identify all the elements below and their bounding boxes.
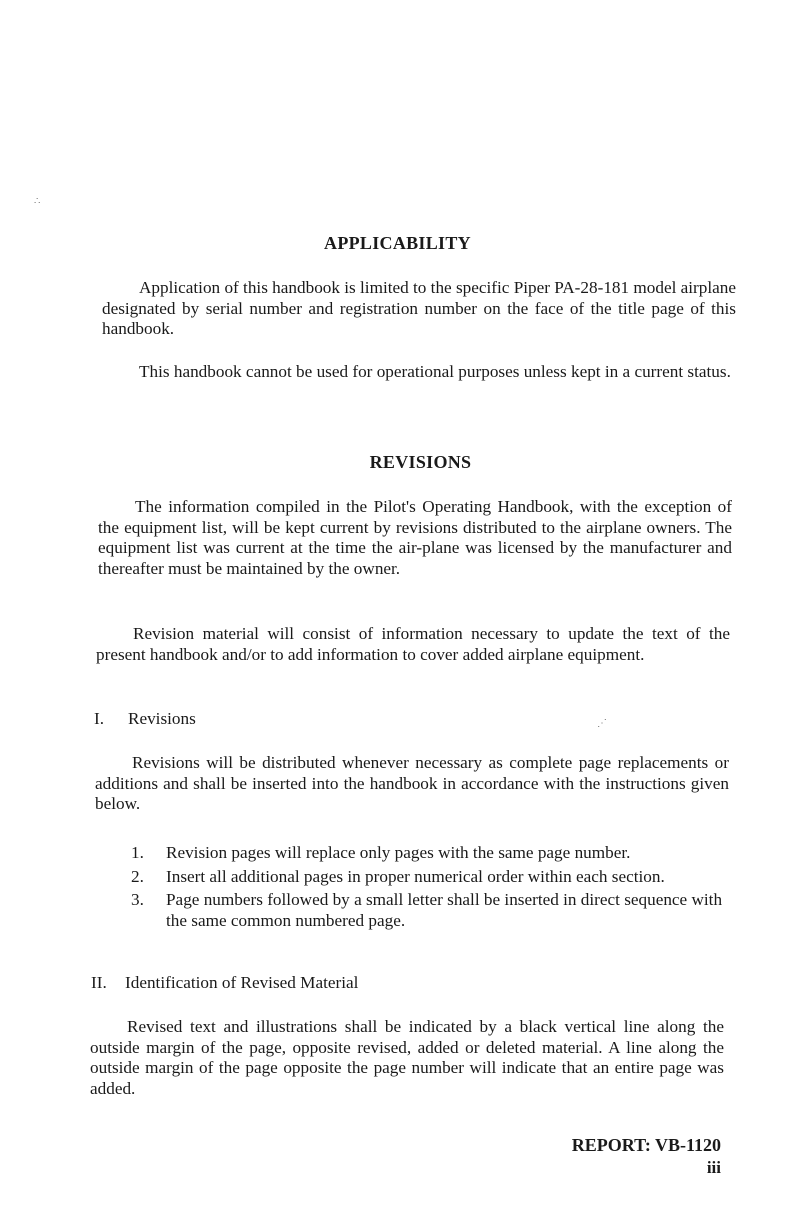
- section-2-title: Identification of Revised Material: [125, 973, 359, 992]
- list-item: [131, 843, 726, 864]
- list-item-number: 2.: [131, 866, 144, 886]
- revision-instructions-list: [131, 843, 726, 934]
- revisions-heading: REVISIONS: [369, 452, 472, 472]
- section-2-number: II.: [91, 973, 107, 992]
- scan-speck: ⋰: [597, 718, 607, 729]
- list-item: [131, 867, 726, 888]
- revisions-paragraph-2: Revision material will consist of information necessary to update the text of the present handbook and/or to add information to cover added airplane equipment.: [96, 624, 730, 664]
- section-2-paragraph: Revised text and illustrations shall be indicated by a black vertical line along the outside margin of the page, opposite revised, added or deleted material. A line along the outside margin of the page opposite the page number will indicate that an entire page was added.: [90, 1017, 724, 1098]
- list-item-text: Page numbers followed by a small letter shall be inserted in direct sequence with the same common numbered page.: [166, 890, 723, 930]
- applicability-paragraph-2: This handbook cannot be used for operational purposes unless kept in a current status.: [139, 362, 731, 381]
- list-item-text: Insert all additional pages in proper numerical order within each section.: [166, 866, 665, 886]
- list-item-number: 1.: [131, 843, 144, 862]
- list-item: [131, 890, 726, 931]
- scan-speck: ∴: [34, 196, 41, 207]
- section-1-title: Revisions: [128, 709, 196, 728]
- section-2-header: [91, 973, 358, 994]
- list-item-number: 3.: [131, 890, 144, 909]
- section-1-paragraph: Revisions will be distributed whenever necessary as complete page replacements or additions and shall be inserted into the handbook in accordance with the instructions given below.: [95, 753, 729, 813]
- report-number: REPORT: VB-1120: [571, 1135, 721, 1155]
- page-number: iii: [706, 1158, 721, 1177]
- section-1-header: [94, 709, 196, 730]
- list-item-text: Revision pages will replace only pages with the same page number.: [166, 843, 631, 862]
- applicability-paragraph-1: Application of this handbook is limited to the specific Piper PA-28-181 model airplane designated by serial number and registration number on the face of the title page of this handbook.: [102, 278, 737, 338]
- revisions-paragraph-1: The information compiled in the Pilot's Operating Handbook, with the exception of the equipment list, will be kept current by revisions distributed to the airplane owners. The equipment list was current at the time the air-plane was licensed by the manufacturer and thereafter must be maintained by the owner.: [98, 497, 732, 578]
- section-1-number: I.: [94, 709, 105, 728]
- applicability-heading: APPLICABILITY: [324, 233, 471, 253]
